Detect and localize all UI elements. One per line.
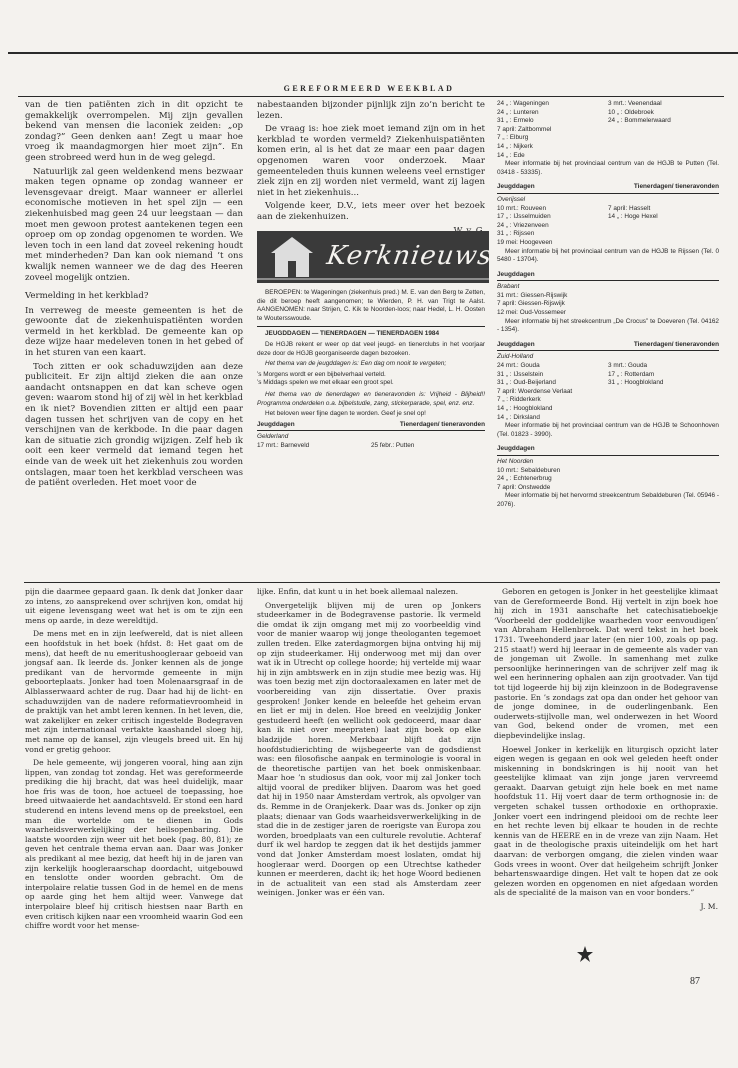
- list-row: [497, 414, 719, 423]
- list-cell: [608, 396, 719, 405]
- list-cell: 31 „ : IJsselstein: [497, 370, 544, 378]
- list-cell: 24 „ : Bommelerwaard: [608, 117, 671, 125]
- table-header: [497, 183, 719, 194]
- list-cell: 17 „ : Rotterdam: [608, 370, 655, 378]
- info-text: Meer informatie bij het hervormd streekcentrum Sebaldeburen (Tel. 05946 - 2076).: [497, 492, 719, 508]
- thema-line: ’s Middags spelen we met elkaar een groot spel.: [257, 379, 394, 387]
- list-cell: 7 april: Hasselt: [608, 204, 651, 212]
- list-cell: 10 mrt.: Rouveen: [497, 204, 547, 212]
- lower1-paragraph: De mens met en in zijn leefwereld, dat is niet alleen een hoofdstuk in het boek (hfdst. 8: Het gaat om de mens), dat heeft de nu emeritushoogleraar geboeid van jongsaf aan. Ik leerde ds. Jonker kennen als de jonge predikant van de hervormde gemeente in mijn geboorteplaats. Jonker had toen Molenaarsgraaf in de Alblasserwaard achter de rug. Daar had hij de licht- en schaduwzijden van de nadere reformatievroomheid in de praktijk van het ambt leren kennen. In het leven, die, wat zakelijker en zeker critisch ingestelde Bodegraven met zijn internationaal vertakte kaashandel sloeg hij, met name op de kansel, zijn vleugels breed uit. En hij vond er gretig gehoor.: [25, 629, 243, 754]
- kerknieuws-banner: [257, 231, 495, 283]
- masthead: GEREFORMEERD WEEKBLAD: [283, 84, 455, 93]
- region-label: Gelderland: [257, 433, 289, 441]
- list-cell: 25 febr.: Putten: [371, 441, 415, 449]
- thema-tiener: Het thema van de tienerdagen en tieneravonden is: Vrijheid - Blijheid!! Programma onderdelen o.a. bijbelstudie, zang, stickerparade, spel, enz. enz.: [257, 390, 485, 407]
- region-label: Het Noorden: [497, 457, 534, 465]
- list-row: [497, 100, 719, 109]
- table-head-right: Tienerdagen/ tieneravonden: [633, 340, 719, 348]
- table-head-left: Jeugddagen: [497, 340, 535, 348]
- list-item: 10 mrt.: Sebaldeburen: [497, 466, 561, 474]
- region-label: Brabant: [497, 283, 520, 291]
- lower2-paragraph: lijke. Enfin, dat kunt u in het boek allemaal nalezen.: [257, 587, 459, 596]
- list-cell: [608, 152, 719, 161]
- list-row: [497, 152, 719, 161]
- table-head-right: Tienerdagen/ tieneravonden: [399, 420, 485, 428]
- list-item: 7 april: Giessen-Rijswijk: [497, 300, 565, 308]
- list-row: [257, 442, 485, 451]
- list-cell: 14 „ : Ede: [497, 151, 525, 159]
- list-cell: 17 mrt.: Barneveld: [257, 441, 310, 449]
- list-cell: 7 april: Woerdense Verlaat: [497, 387, 573, 395]
- list-cell: 31 „ : Oud-Beijerland: [497, 379, 556, 387]
- list-cell: [608, 134, 719, 143]
- list-cell: [608, 126, 719, 135]
- info-text: Meer informatie bij het provinciaal centrum van de HGJB te Schoonhoven (Tel. 01823 - 3990).: [497, 422, 719, 438]
- table-header: [497, 445, 719, 456]
- thema-jeugd: Het thema van de jeugddagen is: Een dag om nooit te vergeten;: [265, 360, 447, 368]
- table-head-left: Jeugddagen: [497, 270, 535, 278]
- table-head-left: Jeugddagen: [497, 183, 535, 191]
- list-item: 7 april: Onstwedde: [497, 483, 551, 491]
- list-cell: [608, 405, 719, 414]
- thema-line: ’s Morgens wordt er een bijbelverhaal verteld.: [257, 370, 386, 378]
- star-ornament-icon: [577, 946, 593, 962]
- table-header: [257, 421, 485, 432]
- list-row: [497, 143, 719, 152]
- list-cell: 24 „ : Vriezenveen: [497, 221, 549, 229]
- list-cell: 3 mrt.: Gouda: [608, 362, 648, 370]
- col1-heading: Vermelding in het kerkblad?: [25, 291, 149, 302]
- region-label: Overijssel: [497, 195, 526, 203]
- jeugddagen-intro: De HGJB rekent er weer op dat veel jeugd- en tienerclubs in het voorjaar deze door de HGJB georganiseerde dagen bezoeken.: [257, 340, 485, 357]
- welcome-text: Het beloven weer fijne dagen te worden. Geef je snel op!: [265, 410, 426, 418]
- page-number: 87: [690, 976, 700, 987]
- info-text: Meer informatie bij het provinciaal centrum van de HGJB te Rijssen (Tel. 0 5480 - 13704).: [497, 247, 719, 264]
- list-row: [497, 396, 719, 405]
- list-cell: 3 mrt.: Veenendaal: [608, 100, 662, 107]
- col2-paragraph: De vraag is: hoe ziek moet iemand zijn om in het kerkblad te worden vermeld? Ziekenhuispatiënten komen erin, al is het dat ze maar een paar dagen opgenomen waren voor onderzoek. Maar gemeenteleden thuis kunnen weleens veel ernstiger ziek zijn en zij worden niet vermeld, want zij lagen niet in het ziekenhuis...: [257, 124, 485, 198]
- col1-paragraph: Toch zitten er ook schaduwzijden aan deze publiciteit. Er zijn altijd zieken die aan onze aandacht ontsnappen en dat kan scheve ogen geven: waarom stond hij of zij wèl in het kerkblad en ik niet? Bovendien zitten er altijd een paar dagen tussen het schrijven van de copy en het verschijnen van de kerkbode. In die paar dagen kan de situatie zich grondig wijzigen. Zelf heb ik ooit een keer vermeld dat iemand tegen het einde van de week uit het ziekenhuis zou worden ontslagen, maar toen het kerkblad verscheen was de patiënt overleden. Het moet voor de: [25, 361, 243, 489]
- list-row: [497, 205, 719, 214]
- list-row: [497, 109, 719, 118]
- list-cell: [608, 222, 719, 231]
- list-row: [497, 117, 719, 126]
- list-cell: 31 „ : Rijssen: [497, 230, 535, 238]
- lower3-paragraph: Hoewel Jonker in kerkelijk en liturgisch opzicht later eigen wegen is gegaan en ook wel geleden heeft onder miskenning in bondskringen is hij nooit van het geestelijke klimaat van zijn jonge jaren vervreemd geraakt. Daarvan getuigt zijn hele boek en met name hoofdstuk 11. Hij voert daar de term orthognosie in: de vergeten schakel tussen orthodoxie en orthopraxie. Jonker voert een indringend pleidooi om de rechte leer en het rechte leven bij elkaar te houden in de rechte kennis van de HEERE en in de vreze van zijn Naam. Het gaat in de theologische praxis uiteindelijk om het hart daarvan: de verborgen omgang, die zielen vinden waar Gods vrees in woont. Over dat heilgeheim schrijft Jonker behartenswaardige dingen. Het valt te hopen dat ze ook gelezen worden en opgenomen en niet afgedaan worden als de specialité de la maison van en voor bonders.”: [494, 744, 718, 898]
- section-rule: [24, 582, 720, 583]
- col1-paragraph: In verreweg de meeste gemeenten is het de gewoonte dat de ziekenhuispatiënten worden vermeld in het kerkblad. De gemeente kan op deze wijze haar medeleven tonen in het gebed of in het sturen van een kaart.: [25, 305, 243, 359]
- list-cell: [608, 239, 719, 248]
- col2-paragraph: nabestaanden bijzonder pijnlijk zijn zo’n bericht te lezen.: [257, 100, 485, 121]
- region-label: Zuid-Holland: [497, 353, 534, 361]
- list-cell: 7 april: Zaltbommel: [497, 125, 552, 133]
- list-cell: [608, 414, 719, 423]
- list-row: [497, 362, 719, 371]
- list-cell: 24 „ : Wageningen: [497, 100, 549, 107]
- col2-paragraph: Volgende keer, D.V., iets meer over het bezoek aan de ziekenhuizen.: [257, 201, 485, 222]
- lower1-paragraph: De hele gemeente, wij jongeren vooral, hing aan zijn lippen, van zondag tot zondag. Het was gereformeerde prediking die hij bracht, dat was heel duidelijk, maar hoe fris was de toon, hoe actueel de toepassing, hoe breed uitwaaierde het aandachtsveld. Er stond een hard studerend en intens levend mens op de preekstoel, een man die wortelde om te dienen in Gods waarheidsverwerkelijking der heilsopenbaring. Die laatste woorden zijn weer uit het boek (pag. 80, 81); ze geven het centrale thema ervan aan. Daar was Jonker als predikant al mee bezig, dat heeft hij in de jaren van zijn kerkelijk hoogleraarschap doordacht, uitgebouwd en tenslotte onder woorden gebracht. Om de interpolaire relatie tussen God in de hemel en de mens op aarde ging het hem altijd weer. Vanwege dat interpolaire bleef hij critisch hiestsen naar Barth en even critisch kijken naar een vroomheid waarin God een chiffre wordt voor het mense-: [25, 758, 243, 931]
- list-cell: 19 mei: Hoogeveen: [497, 238, 553, 246]
- info-text: Meer informatie bij het streekcentrum „De Crocus” te Doeveren (Tel. 04162 - 1354).: [497, 317, 719, 334]
- list-cell: [608, 143, 719, 152]
- list-row: [497, 239, 719, 248]
- lower2-paragraph: Onvergetelijk blijven mij de uren op Jonkers studeerkamer in de Bodegravense pastorie. Ik vermeld die omdat ik zijn omgang met mij zo voorbeeldig vind voor de manier waarop wij jonge theologanten tegemoet zullen treden. Elke zaterdagmorgen bijna ontving hij mij op zijn studeerkamer. Hij onderwoog met mij dan over wat ik in Utrecht op college hoorde; hij vertelde mij waar hij in zijn ambtswerk en in zijn studie mee bezig was. Hij was toen bezig met zijn doctoraalexamen en later met de voorbereiding van zijn dissertatie. Over praxis gesproken! Jonker kende en beleefde het geheim ervan en liet er mij in delen. Hoe breed en veelzijdig Jonker gestudeerd heeft (en wellicht ook gedoceerd, maar daar kan ik niet over meepraten) laat zijn boek op elke bladzijde horen. Merkbaar blijft dat zijn hoofdstudierichting de wijsbegeerte van de godsdienst was: een filosofische aanpak en terminologie is vooral in de theoretische partijen van het boek onmiskenbaar. Maar hoe ’n studiosus dan ook, voor mij zal Jonker toch altijd vooral de prediker blijven. Daarom was het goed dat hij in 1950 naar Amsterdam vertrok, als opvolger van ds. Remme in de Oranjekerk. Daar was ds. Jonker op zijn plaats; dienaar van Gods waarheidsverwerkelijking in de stad die in de zestiger jaren de roerigste van Europa zou worden, broedplaats van een culturele revolutie. Achteraf durf ik wel hardop te zeggen dat ik het destijds jammer vond dat Jonker Amsterdam moest loslaten, omdat hij hoogleraar werd. Doorgen op een Utrechtse katheder kunnen er meerderen, dacht ik; het hoge Woord bedienen in de actualiteit van een stad als Amsterdam zeer weinigen. Jonker was er één van.: [257, 600, 481, 898]
- list-row: [497, 388, 719, 397]
- banner-title: Kerknieuws: [324, 241, 495, 271]
- list-cell: 31 „ : Hoogblokland: [608, 379, 664, 387]
- jeugddagen-title: JEUGDDAGEN — TIENERDAGEN — TIENERDAGEN 1984: [265, 330, 439, 338]
- top-rule: [8, 52, 738, 54]
- list-cell: 7 „ : Ridderkerk: [497, 396, 541, 404]
- list-cell: 31 „ : Ermelo: [497, 117, 534, 125]
- list-cell: [608, 230, 719, 239]
- list-item: 24 „ : Echtenerbrug: [497, 475, 552, 483]
- lower-column-1: [25, 587, 243, 935]
- list-row: [497, 405, 719, 414]
- table-header: [497, 341, 719, 352]
- column-2-lower: [257, 289, 485, 451]
- list-row: [497, 134, 719, 143]
- list-cell: 14 „ : Dirksland: [497, 413, 540, 421]
- list-row: [497, 379, 719, 388]
- list-cell: 10 „ : Oldebroek: [608, 108, 654, 116]
- list-cell: 24 mrt.: Gouda: [497, 362, 540, 370]
- list-row: [497, 213, 719, 222]
- list-row: [497, 371, 719, 380]
- masthead-rule: [18, 96, 724, 97]
- lower3-signature: J. M.: [700, 902, 718, 911]
- list-cell: 24 „ : Lunteren: [497, 108, 539, 116]
- list-cell: 14 „ : Nijkerk: [497, 142, 533, 150]
- column-3: [497, 100, 719, 516]
- lower3-paragraph: Geboren en getogen is Jonker in het geestelijke klimaat van de Gereformeerde Bond. Hij vertelt in zijn boek hoe hij zich in 1931 aanschafte het catechisatieboekje ‘Voorbeeld der goddelijke waarheden voor eenvoudigen’ van Abraham Hellenbroek. Dat werd tekst in het boek 1731. Tweehonderd jaar later (en nier 100, zoals op pag. 215 staat!) werd hij leeraar in de gemeente als vader van de jongeman uit Zwolle. In samenhang met zulke persoonlijke herinneringen van de schrijver zelf mag ik wel een herinnering ophalen aan zijn grootvader. Van tijd tot tijd logeerde hij bij zijn kleinzoon in de Bodegravense pastorie. En ’s zondags zat opa dan onder het gehoor van de jonge dominee, in de ouderlingenbank. Een ouderwets-stijlvolle man, wel onderwezen in het Woord van God, bekend onder de vromen, met een diepbevindelijke inslag.: [494, 587, 718, 740]
- column-2: [257, 100, 485, 236]
- col1-paragraph: van de tien patiënten zich in dit opzicht te gemakkelijk overrompelen. Mij zijn gevallen bekend van mensen die laconiek zeiden: „op zondag?” Geen denken aan! Zegt u maar hoe vroeg ik maandagmorgen hier moet zijn”. En geen strobreed werd hun in de weg gelegd.: [25, 100, 243, 163]
- table-head-left: Jeugddagen: [497, 445, 535, 453]
- list-cell: 7 „ : Elburg: [497, 134, 529, 142]
- lower1-paragraph: pijn die daarmee gepaard gaan. Ik denk dat Jonker daar zo intens, zo aansprekend over schrijven kon, omdat hij uit eigene levensgang weet wat het is om te zijn een mens op aarde, in deze wereldtijd.: [25, 587, 243, 625]
- list-cell: [608, 388, 719, 397]
- list-row: [497, 126, 719, 135]
- col1-paragraph: Natuurlijk zal geen weldenkend mens bezwaar maken tegen opname op zondag wanneer er levensgevaar dreigt. Maar wanneer er allerlei economische motieven in het spel zijn — een ziekenhuisbed mag geen 24 uur leegstaan — dan moet men gewoon protest aantekenen tegen een oproep om op zondag opgenomen te worden. We leven toch in een land dat zoveel rekening houdt met minderheden? Dan kan ook niemand ’t ons kwalijk nemen wanneer we de dag des Heeren zoveel mogelijk ontzien.: [25, 166, 243, 283]
- table-head-right: Tienerdagen/ tieneravonden: [633, 183, 719, 191]
- lower-column-3: [494, 587, 718, 912]
- list-cell: 17 „ : IJsselmuiden: [497, 213, 551, 221]
- info-text: Meer informatie bij het provinciaal centrum van de HGJB te Putten (Tel. 03418 - 53335).: [497, 160, 719, 176]
- list-cell: 14 „ : Hoogblokland: [497, 405, 553, 412]
- column-1: [25, 100, 243, 492]
- list-row: [497, 230, 719, 239]
- table-header: [497, 271, 719, 282]
- lower-column-2: [257, 587, 481, 902]
- table-head-left: Jeugddagen: [257, 420, 295, 428]
- beroepen-text: BEROEPEN: te Wageningen (ziekenhuis pred.) M. E. van den Berg te Zetten, die dit beroep heeft aangenomen; te Wierden, P. H. van Trigt te Aalst. AANGENOMEN: naar Strijen, C. Kik te Noorden-loos; naar Hedel, L. H. Oosten te Woutersswoude.: [257, 289, 485, 322]
- list-row: [497, 222, 719, 231]
- list-cell: 14 „ : Hoge Hexel: [608, 213, 658, 221]
- list-item: 31 mrt.: Giessen-Rijswijk: [497, 291, 568, 299]
- list-item: 12 mei: Oud-Vossemeer: [497, 309, 566, 317]
